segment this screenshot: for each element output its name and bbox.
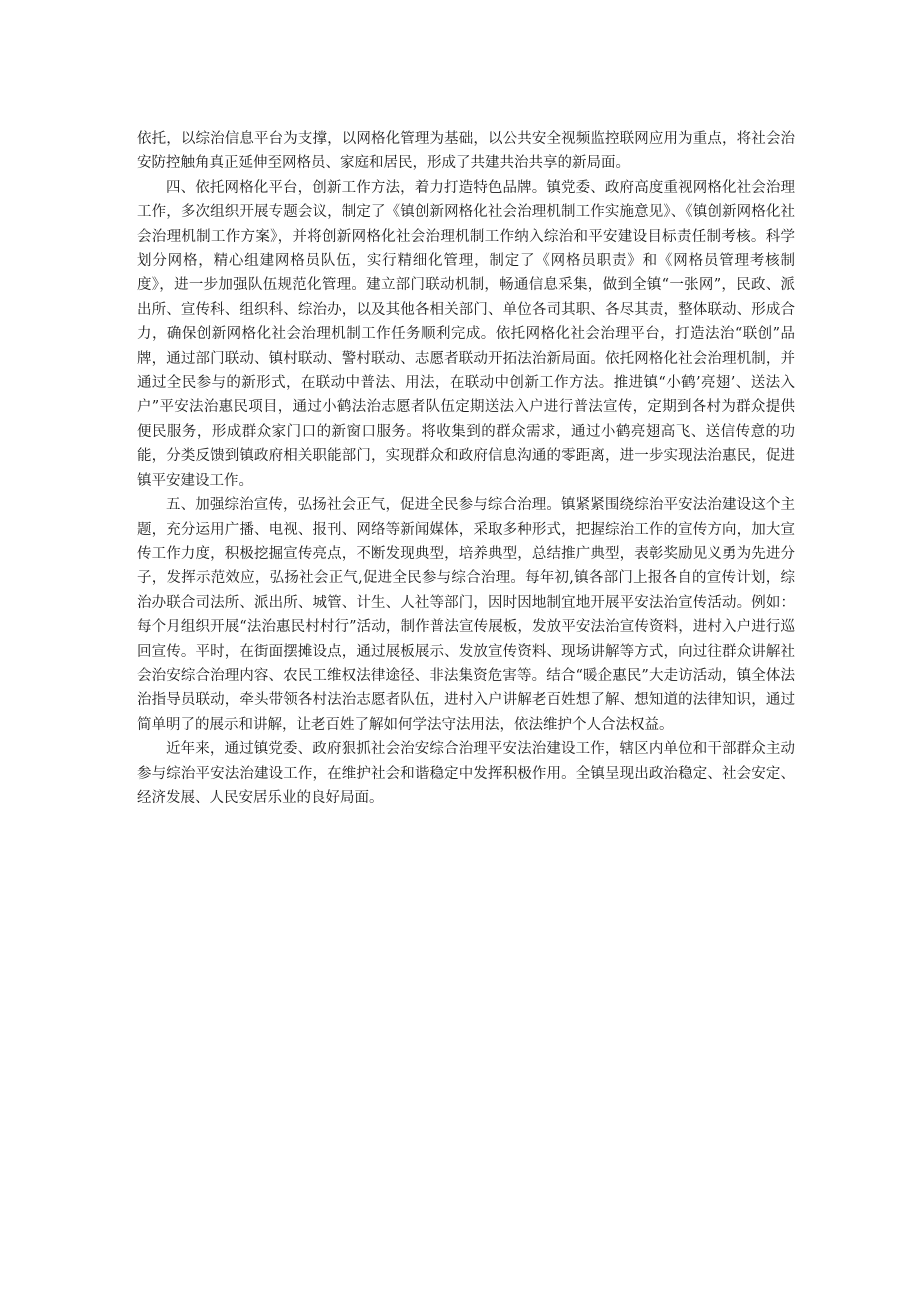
paragraph-section-five: 五、加强综治宣传，弘扬社会正气，促进全民参与综合治理。镇紧紧围绕综治平安法治建设这个主题，充分运用广播、电视、报刊、网络等新闻媒体，采取多种形式，把握综治工作的宣传方向，加大宣传工作力度，积极挖掘宣传亮点，不断发现典型，培养典型，总结推广典型，表彰奖励见义勇为先进分子，发挥示范效应，弘扬社会正气,促进全民参与综合治理。每年初,镇各部门上报各自的宣传计划，综治办联合司法所、派出所、城管、计生、人社等部门，因时因地制宜地开展平安法治宣传活动。例如：每个月组织开展“法治惠民村村行”活动，制作普法宣传展板，发放平安法治宣传资料，进村入户进行巡回宣传。平时，在街面摆摊设点，通过展板展示、发放宣传资料、现场讲解等方式，向过往群众讲解社会治安综合治理内容、农民工维权法律途径、非法集资危害等。结合“暖企惠民”大走访活动，镇全体法治指导员联动，牵头带领各村法治志愿者队伍，进村入户讲解老百姓想了解、想知道的法律知识，通过简单明了的展示和讲解，让老百姓了解如何学法守法用法，依法维护个人合法权益。 bbox=[137, 497, 795, 733]
paragraph-continuation: 依托，以综治信息平台为支撑，以网格化管理为基础，以公共安全视频监控联网应用为重点，将社会治安防控触角真正延伸至网格员、家庭和居民，形成了共建共治共享的新局面。 bbox=[137, 131, 795, 172]
paragraph-section-four: 四、依托网格化平台，创新工作方法，着力打造特色品牌。镇党委、政府高度重视网格化社会治理工作，多次组织开展专题会议，制定了《镇创新网格化社会治理机制工作实施意见》、《镇创新网格化社会治理机制工作方案》，并将创新网格化社会治理机制工作纳入综治和平安建设目标责任制考核。科学划分网格，精心组建网格员队伍，实行精细化管理，制定了《网格员职责》和《网格员管理考核制度》，进一步加强队伍规范化管理。建立部门联动机制，畅通信息采集，做到全镇“一张网”，民政、派出所、宣传科、组织科、综治办，以及其他各相关部门、单位各司其职、各尽其责，整体联动、形成合力，确保创新网格化社会治理机制工作任务顺利完成。依托网格化社会治理平台，打造法治“联创”品牌，通过部门联动、镇村联动、警村联动、志愿者联动开拓法治新局面。依托网格化社会治理机制，并通过全民参与的新形式，在联动中普法、用法，在联动中创新工作方法。推进镇“小鹤’亮翅’、送法入户”平安法治惠民项目，通过小鹤法治志愿者队伍定期送法入户进行普法宣传，定期到各村为群众提供便民服务，形成群众家门口的新窗口服务。将收集到的群众需求，通过小鹤亮翅高飞、送信传意的功能，分类反馈到镇政府相关职能部门，实现群众和政府信息沟通的零距离，进一步实现法治惠民，促进镇平安建设工作。 bbox=[137, 179, 795, 489]
paragraph-conclusion: 近年来，通过镇党委、政府狠抓社会治安综合治理平安法治建设工作，辖区内单位和干部群众主动参与综治平安法治建设工作，在维护社会和谐稳定中发挥积极作用。全镇呈现出政治稳定、社会安定、经济发展、人民安居乐业的良好局面。 bbox=[137, 741, 795, 806]
document-body bbox=[137, 127, 795, 810]
